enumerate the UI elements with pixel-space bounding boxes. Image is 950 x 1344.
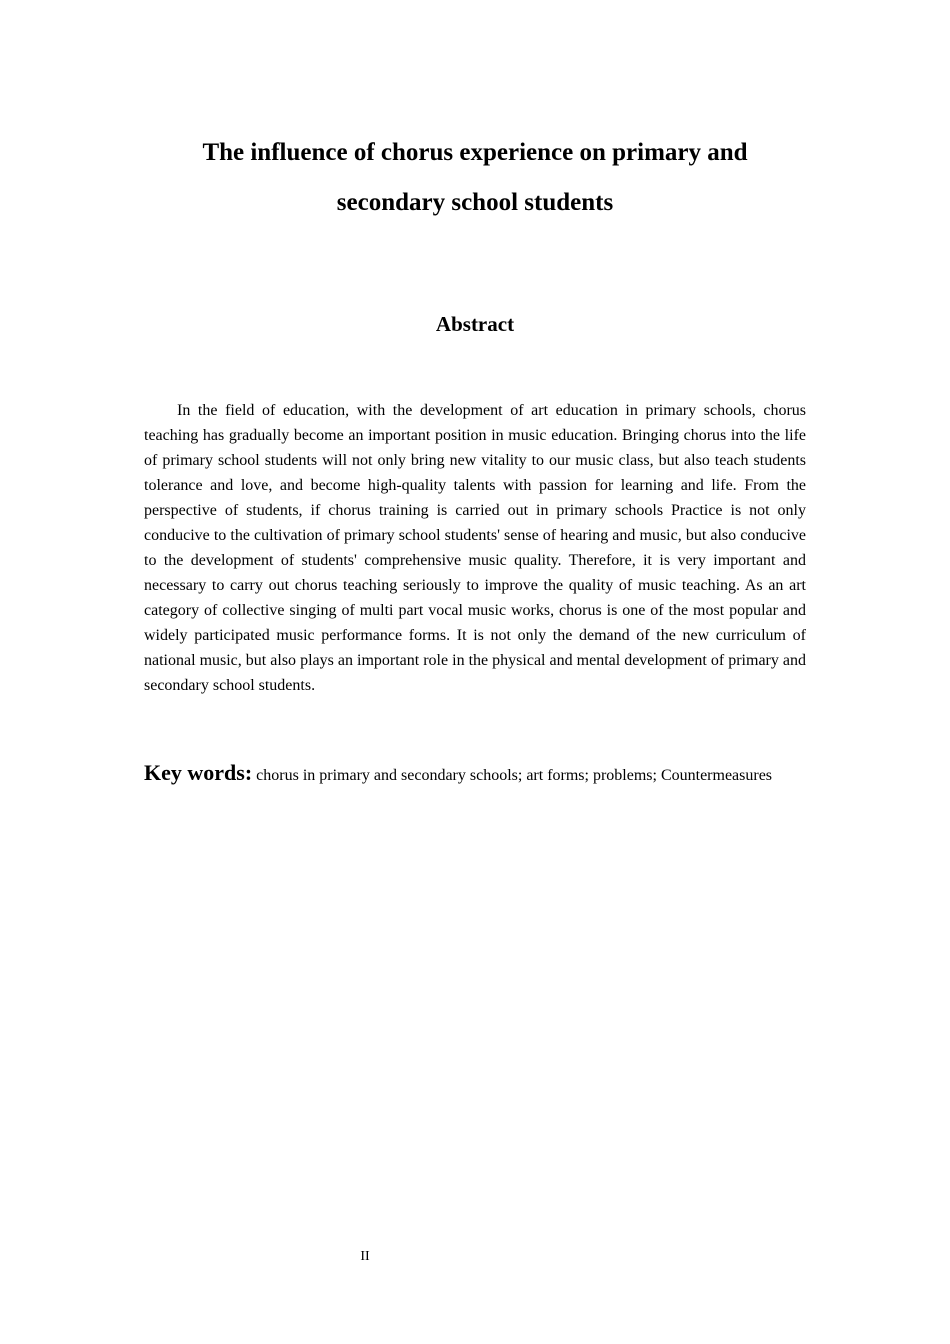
abstract-heading: Abstract <box>435 312 515 336</box>
keywords-text: chorus in primary and secondary schools; art forms; problems; Countermeasures <box>256 767 773 784</box>
title-line-2: secondary school students <box>336 189 614 216</box>
keywords-label: Key words: <box>144 760 253 785</box>
keywords-line <box>144 758 824 791</box>
page-title <box>144 128 806 228</box>
abstract-body: In the field of education, with the development of art education in primary schools, chorus teaching has gradually become an important position in music education. Bringing chorus into the life of primary school students will not only bring new vitality to our music class, but also teach students tolerance and love, and become high-quality talents with passion for learning and life. From the perspective of students, if chorus training is carried out in primary schools Practice is not only conducive to the cultivation of primary school students' sense of hearing and music, but also conducive to the development of students' comprehensive music quality. Therefore, it is very important and necessary to carry out chorus teaching seriously to improve the quality of music teaching. As an art category of collective singing of multi part vocal music works, chorus is one of the most popular and widely participated music performance forms. It is not only the demand of the new curriculum of national music, but also plays an important role in the physical and mental development of primary and secondary school students. <box>144 402 806 694</box>
title-line-1: The influence of chorus experience on primary and <box>202 139 748 166</box>
page-number: II <box>360 1249 370 1264</box>
